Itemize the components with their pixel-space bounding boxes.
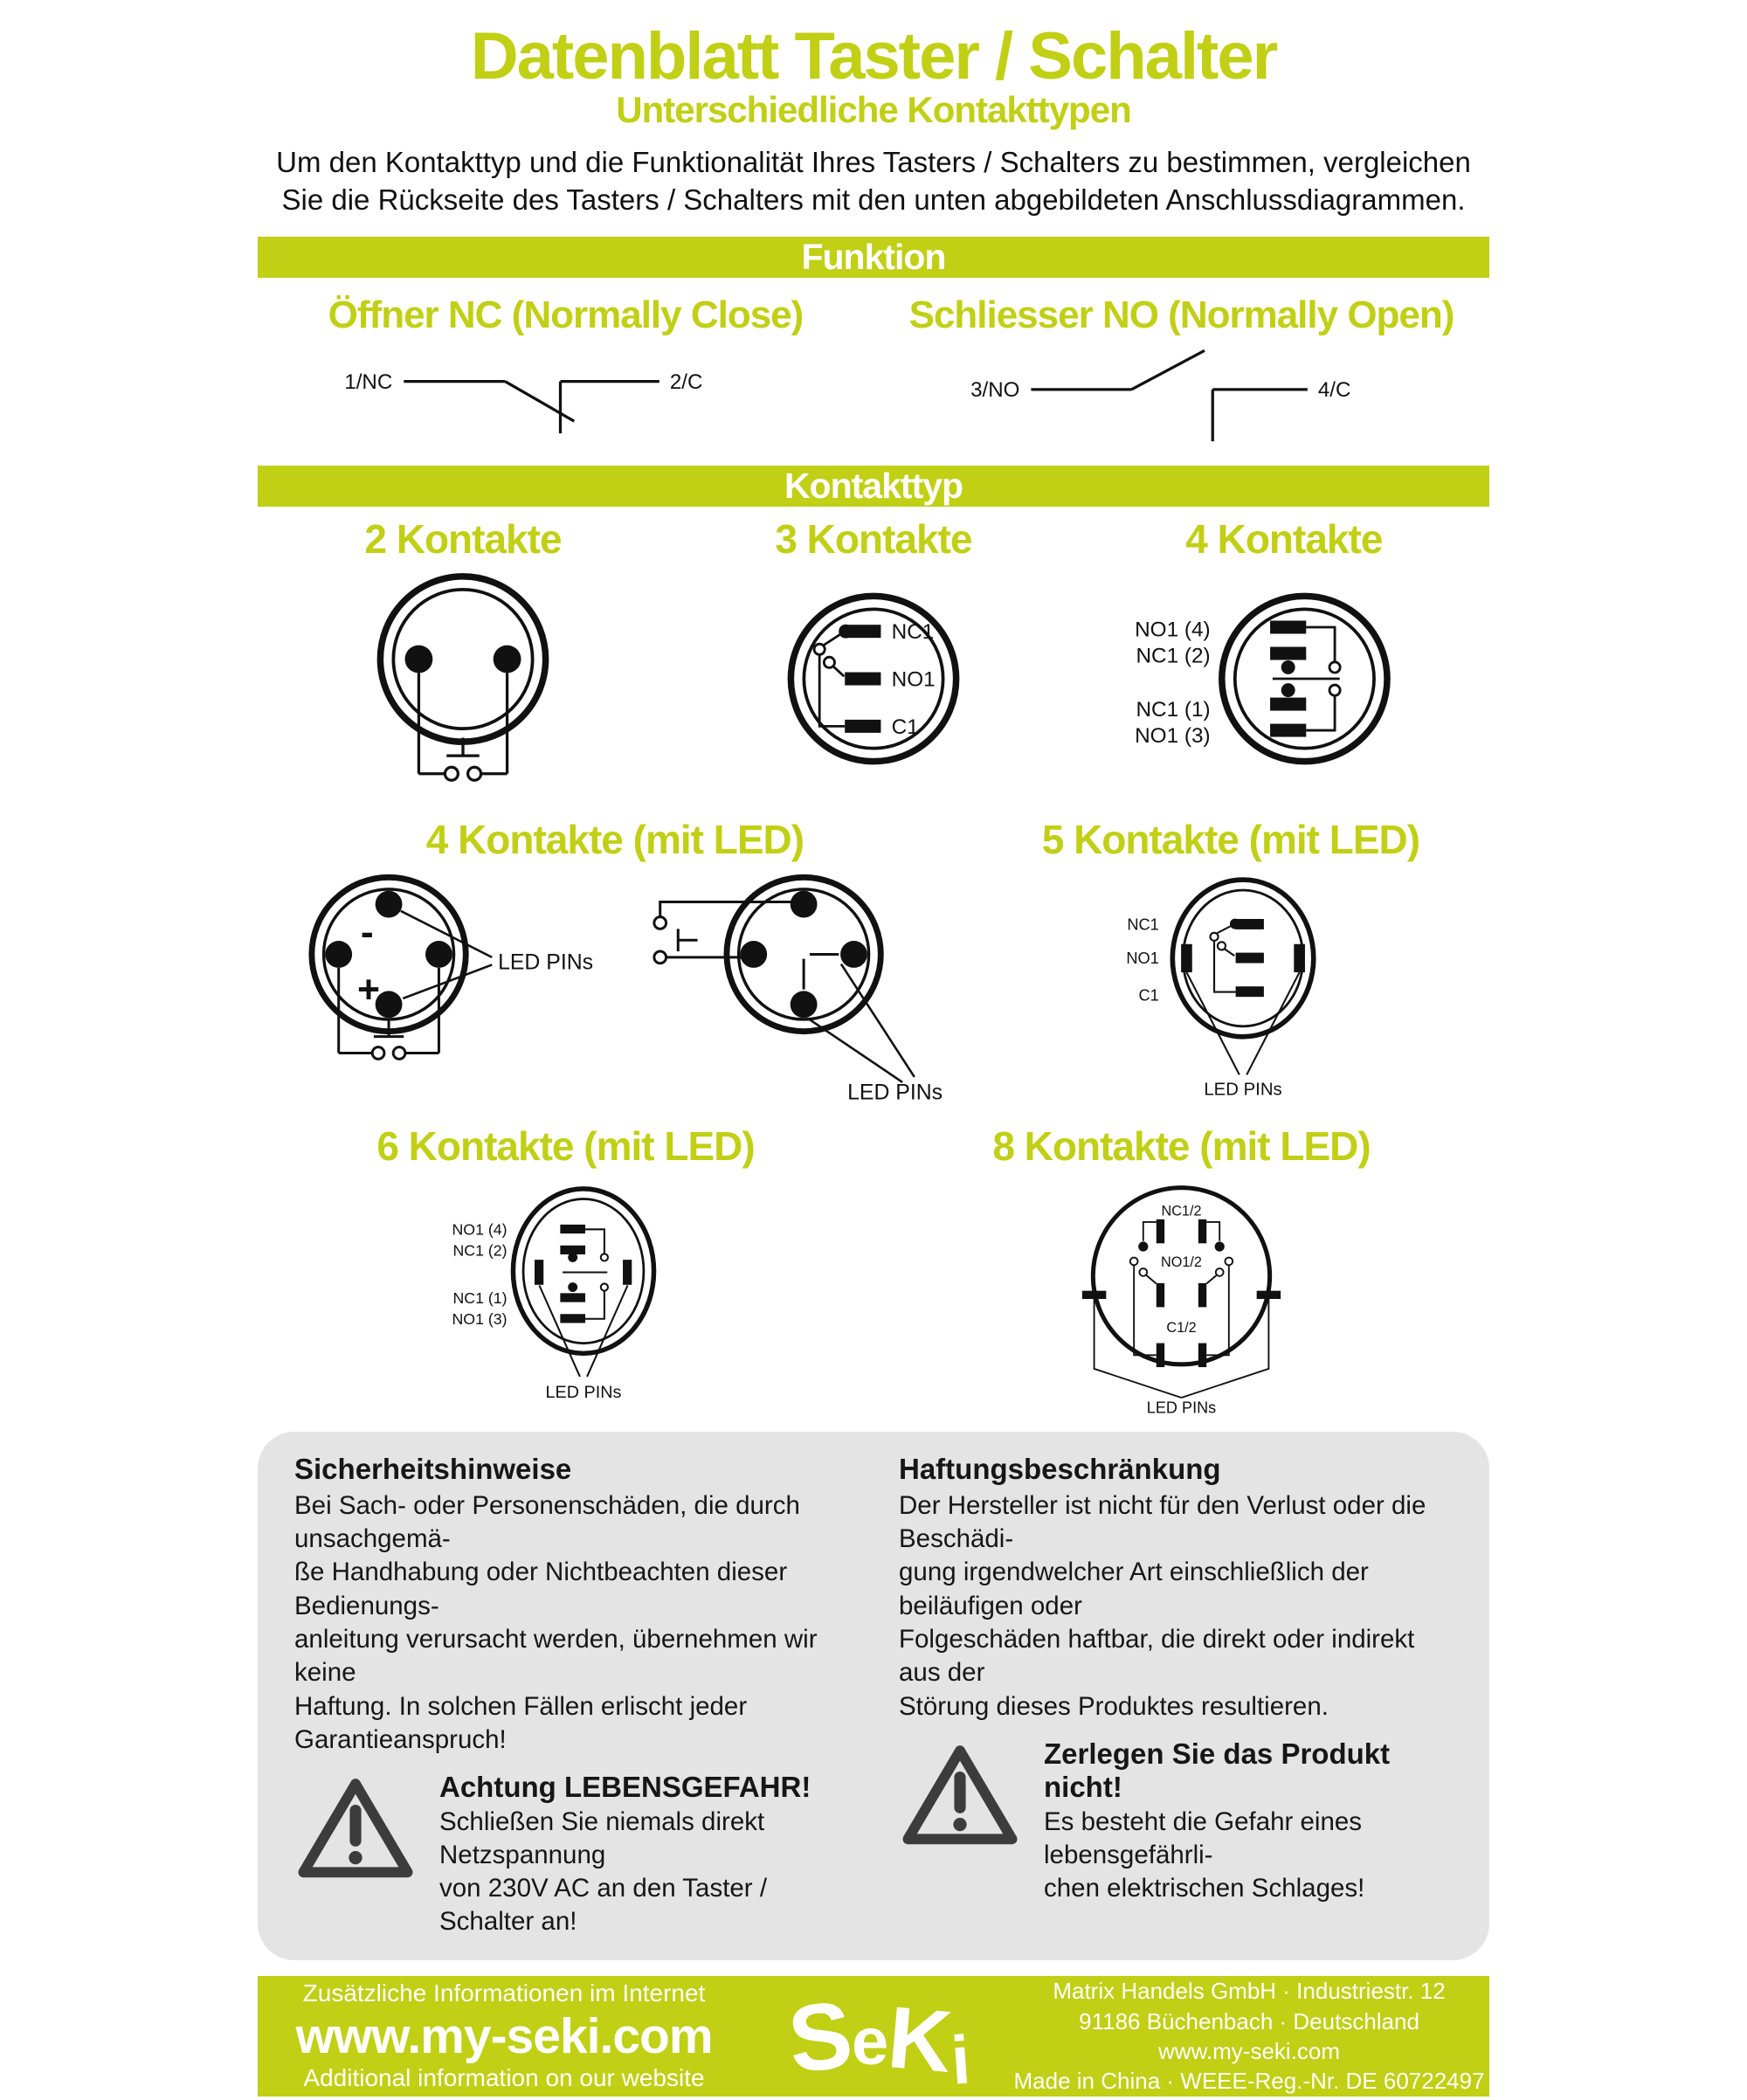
seki-logo xyxy=(750,1980,1009,2099)
k4-connector-diagram xyxy=(1112,563,1456,796)
k6led-label-nc1-1: NC1 (1) xyxy=(452,1288,508,1307)
footer-company-line: Matrix Handels GmbH · Industriestr. 12 xyxy=(1053,1978,1446,2005)
page-subtitle: Unterschiedliche Kontakttypen xyxy=(616,88,1131,130)
footer-info-de: Zusätzliche Informationen im Internet xyxy=(302,1979,706,2007)
danger-warning-text xyxy=(439,1771,848,1938)
k8led-column xyxy=(874,1123,1489,1420)
k6led-column xyxy=(258,1123,874,1420)
disassembly-warning-text xyxy=(1044,1737,1453,1904)
safety-body-line: Bei Sach- oder Personenschäden, die durch unsachgemä- xyxy=(294,1490,800,1554)
k4led-connector-diagram-a xyxy=(269,863,613,1102)
k6led-heading: 6 Kontakte (mit LED) xyxy=(376,1123,755,1169)
k5led-led-pins-label: LED PINs xyxy=(1204,1080,1282,1100)
k4-label-nc1-1: NC1 (1) xyxy=(1136,697,1211,722)
safety-body-line: anleitung verursacht werden, übernehmen wir keine xyxy=(294,1625,818,1688)
k5led-column xyxy=(972,816,1489,1107)
danger-warning-line: Schließen Sie niemals direkt Netzspannung xyxy=(439,1807,765,1870)
disassembly-warning-title: Zerlegen Sie das Produkt nicht! xyxy=(1044,1737,1391,1804)
danger-warning xyxy=(294,1771,848,1938)
no-pin-right-label: 4/C xyxy=(1317,377,1350,402)
page-title: Datenblatt Taster / Schalter xyxy=(470,19,1277,93)
k4led-plus-sign: + xyxy=(356,967,380,1011)
nc-pin-right-label: 2/C xyxy=(669,370,702,394)
header xyxy=(258,0,1489,219)
k4-label-no1-3: NO1 (3) xyxy=(1134,723,1211,748)
k2-heading: 2 Kontakte xyxy=(364,515,562,562)
seki-logo-letter: S xyxy=(783,1980,858,2093)
no-circuit-diagram xyxy=(955,342,1409,444)
footer-company-line: www.my-seki.com xyxy=(1158,2038,1341,2065)
k3-column xyxy=(668,515,1079,800)
k4led-led-pins-label-a: LED PINs xyxy=(497,950,593,975)
k5led-pin-nc1-label: NC1 xyxy=(1127,915,1159,934)
k3-heading: 3 Kontakte xyxy=(775,515,972,562)
k8led-heading: 8 Kontakte (mit LED) xyxy=(992,1123,1371,1169)
liability-body-line: Der Hersteller ist nicht für den Verlust oder die Beschädi- xyxy=(899,1490,1426,1554)
warning-triangle-icon xyxy=(294,1774,417,1881)
safety-body-line: ße Handhabung oder Nichtbeachten dieser Bedienungs- xyxy=(294,1558,788,1620)
no-pin-left-label: 3/NO xyxy=(970,377,1019,402)
kontakttyp-row-1 xyxy=(258,515,1489,800)
safety-body-line: Haftung. In solchen Fällen erlischt jeder Garantieanspruch! xyxy=(294,1691,748,1755)
banner-kontakttyp-label: Kontakttyp xyxy=(784,465,963,506)
funktion-nc-heading: Öffner NC (Normally Close) xyxy=(328,293,804,336)
k8led-pin-c-label: C1/2 xyxy=(1166,1319,1197,1336)
banner-funktion-label: Funktion xyxy=(801,236,946,277)
safety-left-column xyxy=(294,1453,848,1938)
safety-right-column xyxy=(899,1453,1453,1938)
intro-line-2: Sie die Rückseite des Tasters / Schalters mit den unten abgebildeten Anschlussdiagrammen. xyxy=(281,183,1466,217)
funktion-section xyxy=(258,294,1489,448)
footer-bar xyxy=(258,1976,1489,2099)
k3-pin-c1-label: C1 xyxy=(891,715,919,739)
footer-company-line: 91186 Büchenbach · Deutschland xyxy=(1079,2007,1419,2034)
k2-connector-diagram xyxy=(332,563,594,796)
liability-body-line: gung irgendwelcher Art einschließlich der beiläufigen oder xyxy=(899,1558,1369,1620)
k3-pin-no1-label: NO1 xyxy=(891,667,936,692)
intro-line-1: Um den Kontakttyp und die Funktionalität Ihres Tasters / Schalters zu bestimmen, vergleichen xyxy=(276,145,1471,178)
kontakttyp-row-3 xyxy=(258,1123,1489,1420)
k5led-pin-no1-label: NO1 xyxy=(1126,948,1159,967)
footer-company-block xyxy=(1009,1976,1489,2096)
kontakttyp-row-2 xyxy=(258,816,1489,1107)
footer-company-line: Made in China · WEEE-Reg.-Nr. DE 60722497 xyxy=(1013,2068,1485,2095)
k6led-label-no1-4: NO1 (4) xyxy=(452,1220,508,1239)
seki-logo-letter: e xyxy=(851,2004,889,2079)
disassembly-warning-line: chen elektrischen Schlages! xyxy=(1044,1873,1365,1903)
safety-box xyxy=(258,1432,1489,1961)
liability-heading: Haftungsbeschränkung xyxy=(899,1452,1221,1485)
banner-funktion xyxy=(258,237,1489,278)
k4led-minus-sign: - xyxy=(360,910,374,954)
k5led-heading: 5 Kontakte (mit LED) xyxy=(1041,816,1420,862)
k4-label-nc1-2: NC1 (2) xyxy=(1136,643,1211,667)
danger-warning-title: Achtung LEBENSGEFAHR! xyxy=(439,1771,811,1804)
k8led-pin-nc-label: NC1/2 xyxy=(1161,1203,1202,1219)
seki-logo-letter: i xyxy=(949,2020,974,2099)
intro-text xyxy=(258,143,1489,219)
k4led-heading: 4 Kontakte (mit LED) xyxy=(425,816,804,862)
k8led-connector-diagram xyxy=(1039,1170,1323,1415)
k5led-connector-diagram xyxy=(1087,863,1375,1102)
disassembly-warning-line: Es besteht die Gefahr eines lebensgefährli- xyxy=(1044,1807,1363,1869)
k4-label-no1-4: NO1 (4) xyxy=(1134,618,1211,642)
liability-body-line: Störung dieses Produktes resultieren. xyxy=(899,1691,1329,1721)
funktion-no xyxy=(874,294,1489,448)
footer-website-block xyxy=(258,1980,750,2092)
k5led-pin-c1-label: C1 xyxy=(1138,985,1159,1005)
k4-column xyxy=(1079,515,1489,800)
danger-warning-line: von 230V AC an den Taster / Schalter an! xyxy=(439,1873,768,1936)
funktion-no-heading: Schliesser NO (Normally Open) xyxy=(908,293,1454,336)
safety-heading: Sicherheitshinweise xyxy=(294,1452,572,1485)
k8led-led-pins-label: LED PINs xyxy=(1146,1399,1217,1417)
banner-kontakttyp xyxy=(258,466,1489,507)
k6led-led-pins-label: LED PINs xyxy=(545,1382,622,1402)
k2-column xyxy=(258,515,668,800)
k3-pin-nc1-label: NC1 xyxy=(891,619,935,644)
footer-website-url: www.my-seki.com xyxy=(295,2007,713,2064)
k4led-led-pins-label-b: LED PINs xyxy=(846,1081,943,1105)
k3-connector-diagram xyxy=(718,563,1029,796)
k6led-label-nc1-2: NC1 (2) xyxy=(452,1241,508,1260)
nc-pin-left-label: 1/NC xyxy=(343,370,392,394)
seki-logo-letter: K xyxy=(884,1987,956,2091)
funktion-nc xyxy=(258,294,874,448)
warning-triangle-icon xyxy=(899,1741,1021,1848)
nc-circuit-diagram xyxy=(339,342,793,436)
k8led-pin-no-label: NO1/2 xyxy=(1161,1254,1202,1270)
k4led-connector-diagram-b xyxy=(617,863,961,1105)
k6led-label-no1-3: NO1 (3) xyxy=(452,1309,508,1328)
k6led-connector-diagram xyxy=(411,1170,721,1414)
footer-info-en: Additional information on our website xyxy=(303,2064,705,2092)
liability-body-line: Folgeschäden haftbar, die direkt oder indirekt aus der xyxy=(899,1625,1415,1688)
disassembly-warning xyxy=(899,1737,1453,1904)
k4-heading: 4 Kontakte xyxy=(1185,515,1383,562)
k4led-column xyxy=(258,816,972,1107)
